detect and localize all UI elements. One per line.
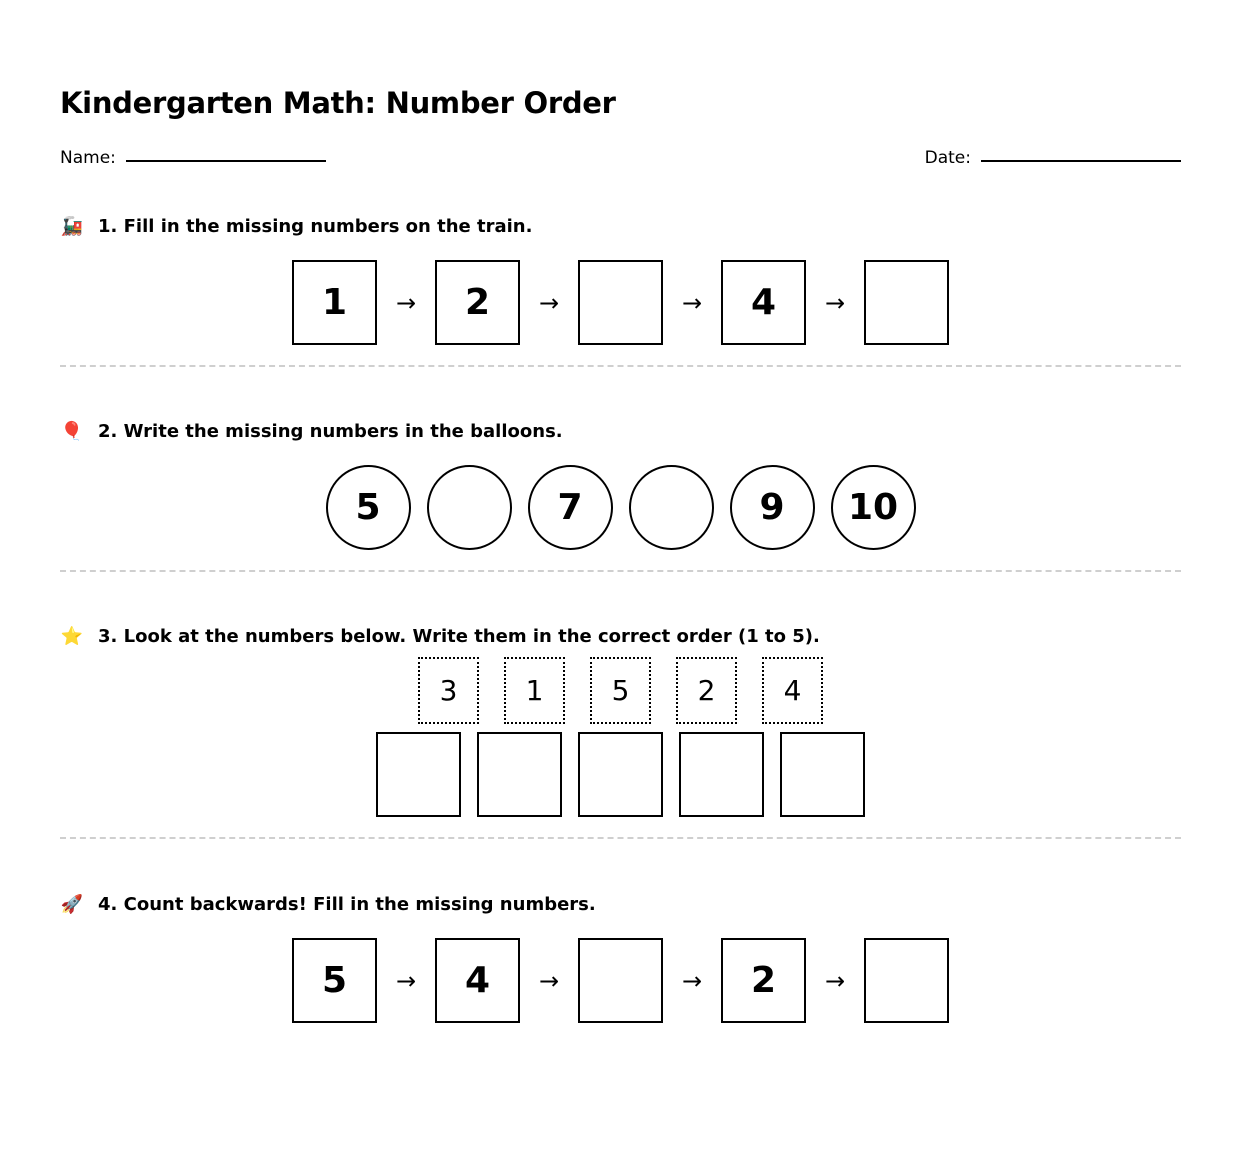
answer-box-4[interactable] <box>679 732 764 817</box>
shuffled-number-card: 5 <box>590 657 651 724</box>
train-sequence <box>60 260 1181 345</box>
section-1-title: 1. Fill in the missing numbers on the train. <box>98 215 533 237</box>
balloon-3: 7 <box>528 465 613 550</box>
student-info-row <box>60 148 1181 172</box>
section-divider <box>60 837 1181 839</box>
arrow-right-icon: → <box>395 966 417 995</box>
answer-box-3[interactable] <box>578 732 663 817</box>
section-divider <box>60 570 1181 572</box>
name-field[interactable] <box>60 148 326 168</box>
page-title: Kindergarten Math: Number Order <box>60 86 616 120</box>
section-3-title: 3. Look at the numbers below. Write them in the correct order (1 to 5). <box>98 625 820 647</box>
date-field[interactable] <box>925 148 1181 168</box>
train-box-3-blank[interactable] <box>578 260 663 345</box>
train-box-2: 2 <box>435 260 520 345</box>
shuffled-number-card: 2 <box>676 657 737 724</box>
balloon-1: 5 <box>326 465 411 550</box>
section-1-heading <box>60 214 532 238</box>
arrow-right-icon: → <box>538 288 560 317</box>
countdown-box-1: 5 <box>292 938 377 1023</box>
section-divider <box>60 365 1181 367</box>
train-box-5-blank[interactable] <box>864 260 949 345</box>
train-box-4: 4 <box>721 260 806 345</box>
rocket-icon: 🚀 <box>60 893 84 915</box>
date-blank-line[interactable] <box>981 160 1181 162</box>
balloon-4-blank[interactable] <box>629 465 714 550</box>
arrow-right-icon: → <box>824 966 846 995</box>
arrow-right-icon: → <box>824 288 846 317</box>
balloon-6: 10 <box>831 465 916 550</box>
countdown-box-2: 4 <box>435 938 520 1023</box>
section-3-heading <box>60 624 820 648</box>
arrow-right-icon: → <box>538 966 560 995</box>
balloon-5: 9 <box>730 465 815 550</box>
section-4-title: 4. Count backwards! Fill in the missing numbers. <box>98 893 596 915</box>
arrow-right-icon: → <box>395 288 417 317</box>
countdown-box-4: 2 <box>721 938 806 1023</box>
section-4-heading <box>60 892 596 916</box>
shuffled-number-card: 1 <box>504 657 565 724</box>
star-icon: ⭐ <box>60 625 84 647</box>
section-2-heading <box>60 419 563 443</box>
train-box-1: 1 <box>292 260 377 345</box>
name-label: Name: <box>60 148 116 168</box>
balloon-sequence <box>60 465 1181 550</box>
arrow-right-icon: → <box>681 966 703 995</box>
arrow-right-icon: → <box>681 288 703 317</box>
answer-box-5[interactable] <box>780 732 865 817</box>
answer-box-2[interactable] <box>477 732 562 817</box>
shuffled-number-card: 4 <box>762 657 823 724</box>
shuffled-number-card: 3 <box>418 657 479 724</box>
countdown-box-3-blank[interactable] <box>578 938 663 1023</box>
countdown-sequence <box>60 938 1181 1023</box>
section-2-title: 2. Write the missing numbers in the balloons. <box>98 420 563 442</box>
balloon-2-blank[interactable] <box>427 465 512 550</box>
name-blank-line[interactable] <box>126 160 326 162</box>
order-answer-boxes <box>60 732 1181 817</box>
date-label: Date: <box>924 148 971 168</box>
train-icon: 🚂 <box>60 215 84 237</box>
shuffled-numbers <box>60 657 1181 724</box>
answer-box-1[interactable] <box>376 732 461 817</box>
countdown-box-5-blank[interactable] <box>864 938 949 1023</box>
balloon-icon: 🎈 <box>60 420 84 442</box>
